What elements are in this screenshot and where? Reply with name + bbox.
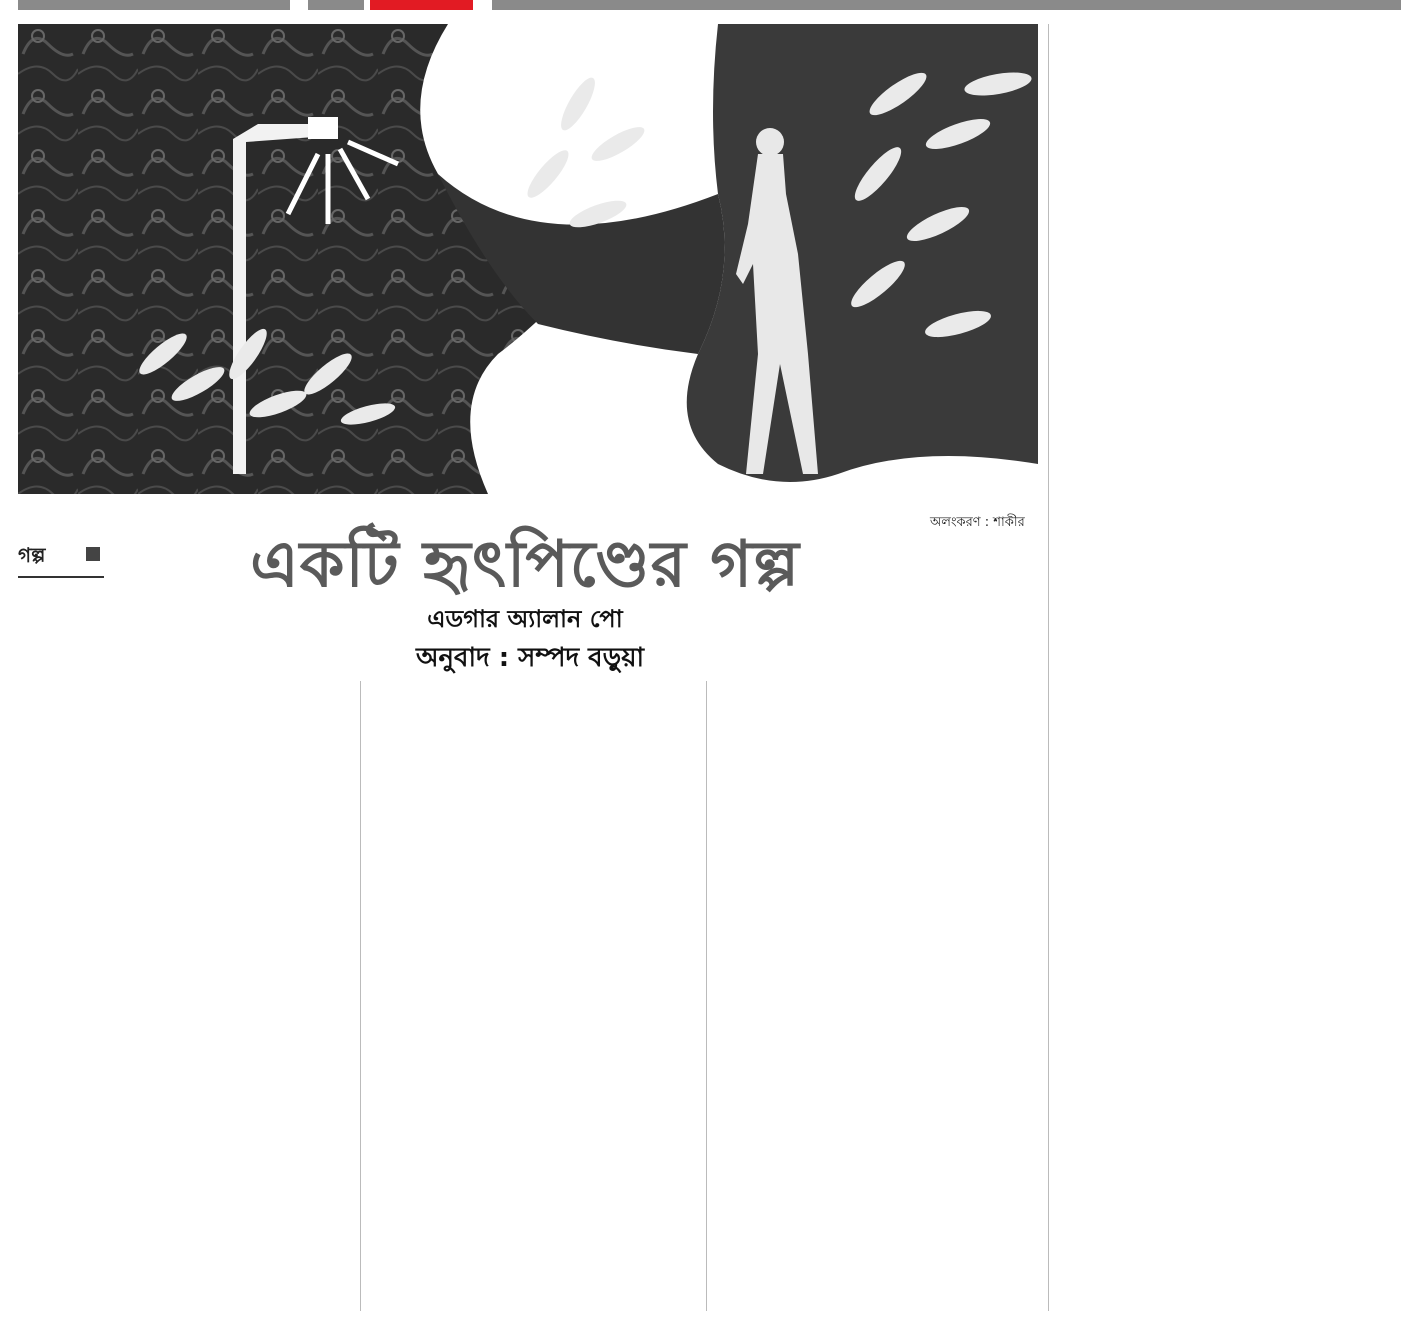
body-column-4 — [1056, 24, 1383, 861]
story-illustration — [18, 24, 1038, 494]
headline: একটি হৃৎপিণ্ডের গল্প — [250, 528, 800, 602]
author-byline: এডগার অ্যালান পো — [427, 605, 623, 633]
masthead-rule-gray-mid — [308, 0, 364, 10]
masthead-rule-red — [370, 0, 473, 10]
section-label: গল্প — [18, 543, 46, 567]
section-rule — [18, 576, 104, 578]
body-column-1 — [18, 681, 354, 1311]
body-column-3 — [712, 681, 1038, 1311]
body-column-5 — [1056, 873, 1383, 1311]
lamp-head — [308, 117, 338, 139]
figure-head — [756, 128, 784, 156]
body-column-2 — [366, 681, 700, 1311]
masthead-rule-gray-left — [18, 0, 290, 10]
masthead-rule-gray-right — [492, 0, 1401, 10]
translator-byline: অনুবাদ : সম্পদ বড়ুয়া — [415, 643, 645, 673]
section-square-icon — [86, 547, 100, 561]
column-divider — [360, 681, 361, 1311]
illustration-credit: অলংকরণ : শাকীর — [930, 515, 1025, 530]
column-divider — [706, 681, 707, 1311]
column-divider — [1048, 24, 1049, 1311]
